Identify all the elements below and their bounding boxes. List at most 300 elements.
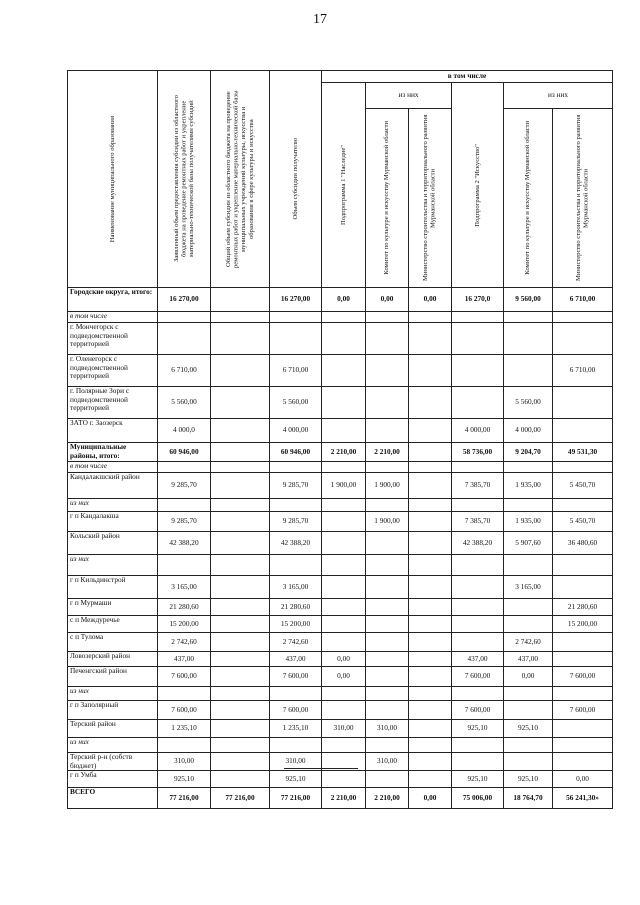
row-value: 15 200,00 <box>158 616 211 633</box>
row-value <box>211 443 270 462</box>
row-value: 9 285,70 <box>270 473 322 499</box>
row-value <box>322 532 366 555</box>
row-value <box>409 652 452 667</box>
row-value <box>366 701 409 720</box>
row-name: Печенгский район <box>68 667 158 687</box>
row-value <box>270 499 322 512</box>
header-of-which-2: из них <box>504 83 613 109</box>
row-value <box>553 652 613 667</box>
row-value: 1 900,00 <box>366 512 409 532</box>
row-value: 4 000,00 <box>452 419 504 443</box>
row-value: 4 000,0 <box>158 419 211 443</box>
row-value <box>409 701 452 720</box>
row-value: 925,10 <box>270 771 322 788</box>
row-value: 7 600,00 <box>553 667 613 687</box>
row-value: 2 210,00 <box>322 443 366 462</box>
row-value <box>409 687 452 701</box>
row-value: 6 710,00 <box>553 355 613 387</box>
row-value: 2 742,60 <box>158 633 211 652</box>
row-value: 925,10 <box>452 771 504 788</box>
row-value <box>409 616 452 633</box>
row-name: в том числе <box>68 462 158 473</box>
row-value: 3 165,00 <box>504 576 553 599</box>
row-value <box>322 633 366 652</box>
row-value: 1 235,10 <box>158 720 211 738</box>
row-value <box>322 701 366 720</box>
row-value <box>322 738 366 753</box>
row-value <box>366 312 409 323</box>
row-value <box>322 599 366 616</box>
row-value <box>409 667 452 687</box>
row-value <box>322 499 366 512</box>
row-value: 5 450,70 <box>553 512 613 532</box>
row-value: 2 210,00 <box>366 443 409 462</box>
row-value: 5 907,60 <box>504 532 553 555</box>
row-value <box>409 312 452 323</box>
row-value: 15 200,00 <box>553 616 613 633</box>
table-row <box>68 288 613 312</box>
row-value <box>270 323 322 355</box>
row-value <box>366 738 409 753</box>
row-name: с п Тулома <box>68 633 158 652</box>
row-value <box>504 599 553 616</box>
row-value: 77 216,00 <box>270 788 322 809</box>
table-row <box>68 387 613 419</box>
row-value <box>409 633 452 652</box>
row-value: 77 216,00 <box>211 788 270 809</box>
row-value <box>322 387 366 419</box>
row-value <box>211 312 270 323</box>
row-value: 925,10 <box>504 720 553 738</box>
row-value <box>211 387 270 419</box>
row-value <box>553 738 613 753</box>
row-value: 9 204,70 <box>504 443 553 462</box>
row-value: 58 736,00 <box>452 443 504 462</box>
row-value <box>504 323 553 355</box>
row-value <box>409 499 452 512</box>
row-value <box>211 701 270 720</box>
subsidy-table <box>67 70 613 809</box>
row-name: г п Заполярный <box>68 701 158 720</box>
row-value <box>366 599 409 616</box>
row-value <box>270 738 322 753</box>
row-value: 2 742,60 <box>504 633 553 652</box>
row-value <box>452 555 504 576</box>
header-of-which-1: из них <box>366 83 452 109</box>
row-value <box>409 387 452 419</box>
row-name: г. Оленегорск с подведомственной территорией <box>68 355 158 387</box>
row-value <box>366 667 409 687</box>
row-value: 42 388,20 <box>452 532 504 555</box>
row-value <box>366 633 409 652</box>
row-value: 15 200,00 <box>270 616 322 633</box>
row-value <box>504 738 553 753</box>
row-value: 310,00 <box>322 720 366 738</box>
row-value <box>452 312 504 323</box>
row-value: 9 560,00 <box>504 288 553 312</box>
row-value: 75 006,00 <box>452 788 504 809</box>
row-value <box>553 720 613 738</box>
row-value <box>504 687 553 701</box>
row-value <box>366 499 409 512</box>
row-value <box>452 355 504 387</box>
row-value: 310,00 <box>158 753 211 771</box>
row-value: 77 216,00 <box>158 788 211 809</box>
row-value <box>409 753 452 771</box>
row-value <box>211 555 270 576</box>
row-value: 7 600,00 <box>452 701 504 720</box>
row-name: из них <box>68 499 158 512</box>
table-row <box>68 355 613 387</box>
row-value <box>322 555 366 576</box>
row-name: г п Умба <box>68 771 158 788</box>
header-total: Общий объем субсидии из областного бюджета на проведение ремонтных работ и укрепление материально-технической базы муниципальных учреждений культуры, искусства и образования в сфере культуры и искусства <box>211 71 270 288</box>
row-value <box>366 532 409 555</box>
row-name: ЗАТО г. Заозерск <box>68 419 158 443</box>
row-value: 1 935,00 <box>504 473 553 499</box>
row-value <box>211 616 270 633</box>
row-value <box>553 323 613 355</box>
row-value <box>409 323 452 355</box>
row-name: г. Мончегорск с подведомственной территорией <box>68 323 158 355</box>
table-row <box>68 633 613 652</box>
row-value: 60 946,00 <box>270 443 322 462</box>
table-row <box>68 462 613 473</box>
row-value: 7 600,00 <box>452 667 504 687</box>
row-value: 42 388,20 <box>270 532 322 555</box>
table-row <box>68 499 613 512</box>
row-value <box>452 576 504 599</box>
row-value: 6 710,00 <box>553 288 613 312</box>
header-subprogram-2: Подпрограмма 2 "Искусство" <box>452 83 504 288</box>
table-row <box>68 616 613 633</box>
row-value <box>211 599 270 616</box>
table-row <box>68 652 613 667</box>
row-value: 3 165,00 <box>270 576 322 599</box>
table-row <box>68 555 613 576</box>
row-value <box>211 499 270 512</box>
row-value <box>553 633 613 652</box>
row-value: 310,00 <box>366 753 409 771</box>
row-value: 437,00 <box>158 652 211 667</box>
row-value <box>452 387 504 419</box>
table-row <box>68 312 613 323</box>
row-value <box>211 720 270 738</box>
row-value <box>452 599 504 616</box>
row-value <box>322 462 366 473</box>
row-value: 5 450,70 <box>553 473 613 499</box>
row-value: 925,10 <box>158 771 211 788</box>
row-value <box>409 462 452 473</box>
row-value: 7 600,00 <box>158 701 211 720</box>
row-value <box>553 419 613 443</box>
row-value: 16 270,00 <box>158 288 211 312</box>
row-value <box>409 555 452 576</box>
row-value: 49 531,30 <box>553 443 613 462</box>
row-value <box>322 355 366 387</box>
header-ministry-2: Министерство строительства и территориального развития Мурманской области <box>553 109 613 288</box>
row-value <box>270 555 322 576</box>
row-value: 6 710,00 <box>270 355 322 387</box>
row-name: ВСЕГО <box>68 788 158 809</box>
row-value: 16 270,0 <box>452 288 504 312</box>
row-value: 9 285,70 <box>270 512 322 532</box>
row-value: 1 935,00 <box>504 512 553 532</box>
table-row <box>68 771 613 788</box>
header-ministry-1: Министерство строительства и территориального развития Мурманской области <box>409 109 452 288</box>
row-value <box>211 687 270 701</box>
header-committee-2: Комитет по культуре и искусству Мурманской области <box>504 109 553 288</box>
row-value: 0,00 <box>322 652 366 667</box>
row-value <box>553 387 613 419</box>
row-value <box>366 323 409 355</box>
row-value <box>366 555 409 576</box>
row-value <box>409 419 452 443</box>
row-value <box>158 312 211 323</box>
table-row <box>68 443 613 462</box>
row-value <box>452 462 504 473</box>
header-name: Наименование муниципального образования <box>68 71 158 288</box>
table-row <box>68 701 613 720</box>
row-name: Кандалакшский район <box>68 473 158 499</box>
row-value <box>211 667 270 687</box>
row-value <box>504 555 553 576</box>
row-value <box>553 555 613 576</box>
row-name: из них <box>68 738 158 753</box>
row-value: 0,00 <box>366 288 409 312</box>
row-value <box>211 532 270 555</box>
row-name: Кольский район <box>68 532 158 555</box>
row-value <box>211 738 270 753</box>
row-value <box>211 652 270 667</box>
row-name: в том числе <box>68 312 158 323</box>
row-name: с п Междуречье <box>68 616 158 633</box>
page-number: 17 <box>313 12 327 27</box>
row-value: 437,00 <box>270 652 322 667</box>
row-value <box>409 576 452 599</box>
row-value: 0,00 <box>409 288 452 312</box>
row-value: 60 946,00 <box>158 443 211 462</box>
row-value: 5 560,00 <box>270 387 322 419</box>
row-value <box>322 419 366 443</box>
row-value: 6 710,00 <box>158 355 211 387</box>
row-value: 9 285,70 <box>158 473 211 499</box>
row-value: 925,10 <box>504 771 553 788</box>
table-row <box>68 532 613 555</box>
row-value: 16 270,00 <box>270 288 322 312</box>
row-value: 4 000,00 <box>504 419 553 443</box>
row-value: 7 600,00 <box>553 701 613 720</box>
table-row <box>68 599 613 616</box>
row-value <box>322 576 366 599</box>
row-value <box>504 462 553 473</box>
row-value <box>452 323 504 355</box>
row-name: Городские округа, итого: <box>68 288 158 312</box>
row-value <box>158 323 211 355</box>
row-value: 56 241,30» <box>553 788 613 809</box>
row-value <box>504 355 553 387</box>
row-value <box>452 753 504 771</box>
row-value <box>211 462 270 473</box>
row-value: 310,00 <box>366 720 409 738</box>
row-value: 0,00 <box>322 667 366 687</box>
row-value <box>211 633 270 652</box>
row-value: 437,00 <box>504 652 553 667</box>
row-value <box>553 499 613 512</box>
row-value <box>409 599 452 616</box>
row-name: из них <box>68 687 158 701</box>
row-value: 4 000,00 <box>270 419 322 443</box>
row-value: 7 600,00 <box>270 667 322 687</box>
table-row <box>68 720 613 738</box>
row-value: 1 235,10 <box>270 720 322 738</box>
table-row <box>68 473 613 499</box>
row-value <box>452 616 504 633</box>
row-value <box>158 687 211 701</box>
row-value: 5 560,00 <box>504 387 553 419</box>
row-value: 21 280,60 <box>158 599 211 616</box>
row-value: 3 165,00 <box>158 576 211 599</box>
row-value <box>211 288 270 312</box>
row-value <box>452 738 504 753</box>
row-value: 18 764,70 <box>504 788 553 809</box>
row-value: 0,00 <box>322 288 366 312</box>
row-value: 2 742,60 <box>270 633 322 652</box>
row-value: 310,00 <box>270 753 322 771</box>
row-name: Ловозерский район <box>68 652 158 667</box>
table-row <box>68 419 613 443</box>
row-value: 7 385,70 <box>452 473 504 499</box>
row-value <box>322 512 366 532</box>
row-value <box>452 499 504 512</box>
row-value <box>504 753 553 771</box>
row-value: 1 900,00 <box>322 473 366 499</box>
row-value <box>270 687 322 701</box>
row-name: г. Полярные Зори с подведомственной территорией <box>68 387 158 419</box>
row-value <box>452 687 504 701</box>
row-value <box>409 473 452 499</box>
row-value <box>158 462 211 473</box>
row-name: г п Мурмаши <box>68 599 158 616</box>
table-row <box>68 576 613 599</box>
table-row <box>68 512 613 532</box>
row-value <box>409 355 452 387</box>
row-value <box>553 753 613 771</box>
row-value: 7 600,00 <box>158 667 211 687</box>
row-value <box>409 443 452 462</box>
row-value: 0,00 <box>553 771 613 788</box>
row-value: 0,00 <box>504 667 553 687</box>
row-value <box>322 616 366 633</box>
row-name: Терский р-н (собств бюджет) <box>68 753 158 771</box>
row-value <box>211 323 270 355</box>
row-value <box>504 499 553 512</box>
row-value <box>553 687 613 701</box>
header-received: Объем субсидии получателю <box>270 71 322 288</box>
row-value <box>158 555 211 576</box>
end-divider <box>284 768 358 769</box>
row-value <box>211 753 270 771</box>
row-value: 42 388,20 <box>158 532 211 555</box>
table-row <box>68 687 613 701</box>
row-name: Терский район <box>68 720 158 738</box>
row-value: 0,00 <box>409 788 452 809</box>
row-value <box>452 633 504 652</box>
row-value <box>158 499 211 512</box>
row-value <box>366 387 409 419</box>
header-subprogram-1: Подпрограмма 1 "Наследие" <box>322 83 366 288</box>
row-value: 5 560,00 <box>158 387 211 419</box>
row-value <box>211 419 270 443</box>
row-name: из них <box>68 555 158 576</box>
row-value <box>553 576 613 599</box>
header-committee-1: Комитет по культуре и искусству Мурманской области <box>366 109 409 288</box>
row-value <box>322 687 366 701</box>
row-value <box>270 312 322 323</box>
row-value <box>409 512 452 532</box>
row-value: 36 480,60 <box>553 532 613 555</box>
row-value: 925,10 <box>452 720 504 738</box>
row-value <box>211 771 270 788</box>
row-value: 437,00 <box>452 652 504 667</box>
row-value <box>366 576 409 599</box>
row-name: г п Кандалакша <box>68 512 158 532</box>
header-including: в том числе <box>322 71 613 83</box>
row-value: 7 385,70 <box>452 512 504 532</box>
row-value <box>211 355 270 387</box>
row-value <box>504 616 553 633</box>
table-row <box>68 323 613 355</box>
row-value <box>211 512 270 532</box>
row-value <box>211 576 270 599</box>
row-value: 1 900,00 <box>366 473 409 499</box>
row-name: г п Кильдинстрой <box>68 576 158 599</box>
row-value: 21 280,60 <box>553 599 613 616</box>
row-value <box>553 312 613 323</box>
row-value <box>504 312 553 323</box>
row-value: 9 285,70 <box>158 512 211 532</box>
row-value <box>504 701 553 720</box>
row-value <box>366 687 409 701</box>
row-value <box>366 771 409 788</box>
row-value <box>211 473 270 499</box>
row-value <box>366 355 409 387</box>
row-value <box>322 771 366 788</box>
row-value: 21 280,60 <box>270 599 322 616</box>
row-value <box>366 652 409 667</box>
table-row <box>68 788 613 809</box>
table-row <box>68 738 613 753</box>
row-value: 7 600,00 <box>270 701 322 720</box>
row-name: Муниципальные районы, итого: <box>68 443 158 462</box>
row-value: 2 210,00 <box>366 788 409 809</box>
row-value <box>270 462 322 473</box>
row-value <box>409 532 452 555</box>
row-value: 2 210,00 <box>322 788 366 809</box>
row-value <box>322 312 366 323</box>
row-value <box>158 738 211 753</box>
row-value <box>553 462 613 473</box>
row-value <box>322 323 366 355</box>
row-value <box>366 616 409 633</box>
row-value <box>366 419 409 443</box>
table-row <box>68 667 613 687</box>
row-value <box>409 738 452 753</box>
header-requested: Заявленный объем предоставления субсидии из областного бюджета на проведение ремонтных работ и укрепление материально-технической базы получателями субсидий <box>158 71 211 288</box>
row-value <box>366 462 409 473</box>
row-value <box>409 720 452 738</box>
row-value <box>409 771 452 788</box>
